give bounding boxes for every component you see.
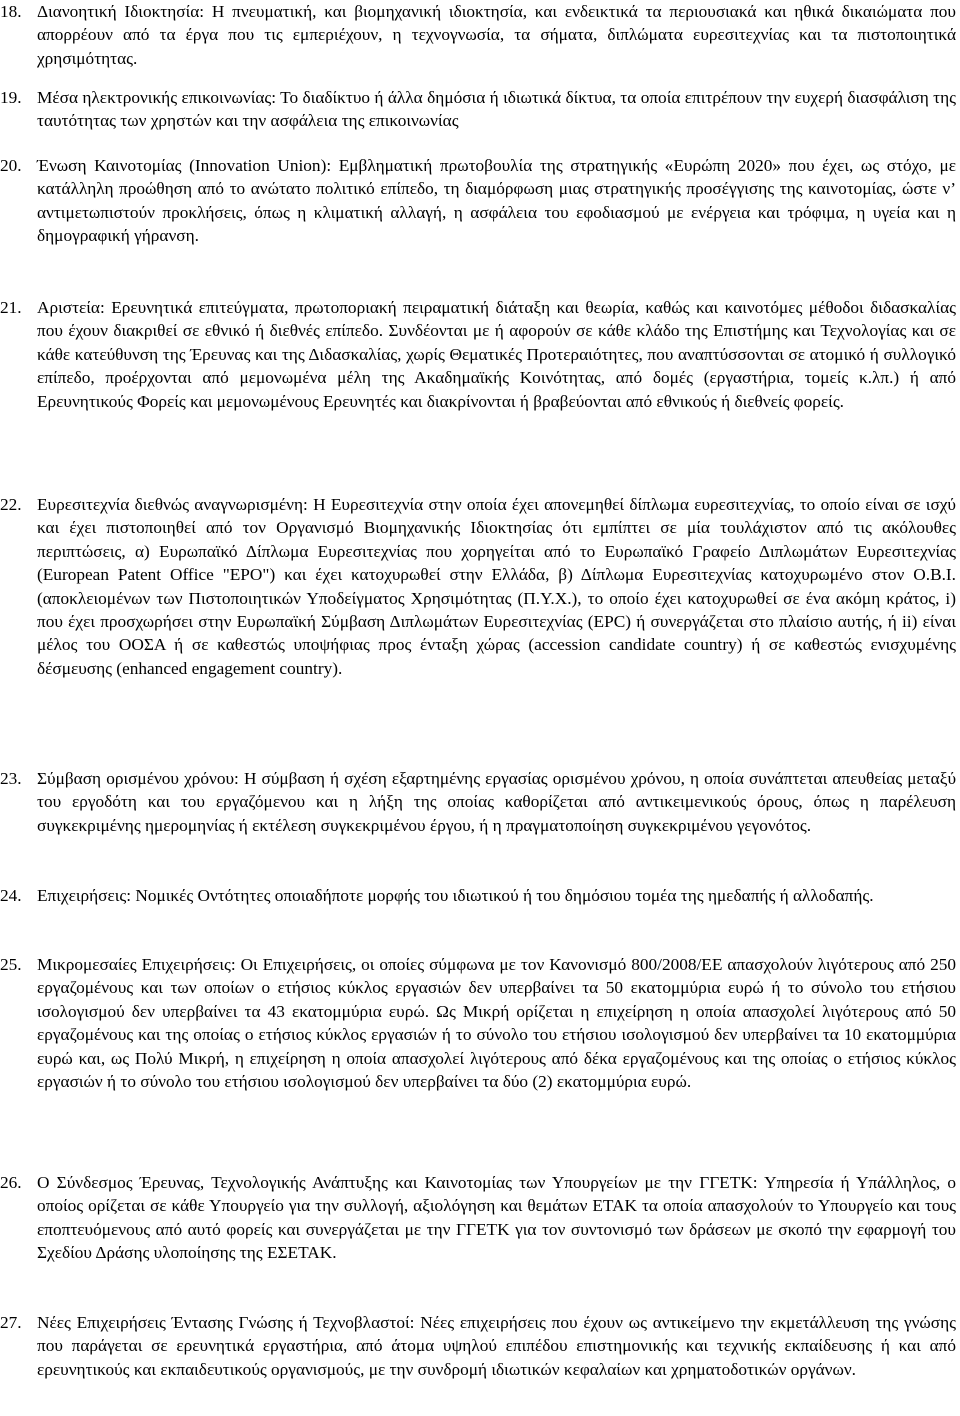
item-text: Διανοητική Ιδιοκτησία: Η πνευματική, και βιομηχανική ιδιοκτησία, και ενδεικτικά τα περιουσιακά και ηθικά δικαιώματα που απορρέουν από τα έργα που τις εμπεριέχουν, η τεχνογνωσία, τα σήματα, διπλώματα ευρεσιτεχνίας και τα πιστοποιητικά χρησιμότητας.: [37, 2, 956, 68]
item-text: Επιχειρήσεις: Νομικές Οντότητες οποιαδήποτε μορφής του ιδιωτικού ή του δημόσιου τομέα της ημεδαπής ή αλλοδαπής.: [37, 886, 874, 905]
item-text: Ευρεσιτεχνία διεθνώς αναγνωρισμένη: Η Ευρεσιτεχνία στην οποία έχει απονεμηθεί δίπλωμα ευρεσιτεχνίας, το οποίο είναι σε ισχύ και έχει πιστοποιηθεί από τον Οργανισμό Βιομηχανικής Ιδιοκτησίας ότι εμπίπτει σε μία τουλάχιστον από τις ακόλουθες περιπτώσεις, α) Ευρωπαϊκό Δίπλωμα Ευρεσιτεχνίας που χορηγείται από το Ευρωπαϊκό Γραφείο Διπλωμάτων Ευρεσιτεχνίας (European Patent Office "EPO") και έχει κατοχυρωθεί στην Ελλάδα, β) Δίπλωμα Ευρεσιτεχνίας κατοχυρωμένο στον Ο.Β.Ι. (αποκλειομένων των Πιστοποιητικών Υποδείγματος Χρησιμότητας (Π.Υ.Χ.), το οποίο έχει κατοχυρωθεί σε ένα ακόμη κράτος, i) που έχει προσχωρήσει στην Ευρωπαϊκή Σύμβαση Διπλωμάτων Ευρεσιτεχνίας (EPC) ή συνεργάζεται στο πλαίσιο αυτής, ή ii) είναι μέλος του ΟΟΣΑ ή σε καθεστώς υποψήφιας προς ένταξη χώρας (accession candidate country) ή σε καθεστώς ενισχυμένης δέσμευσης (enhanced engagement country).: [37, 495, 956, 678]
list-item-21: [0, 296, 960, 413]
list-item-24: [0, 884, 960, 907]
item-text: Μέσα ηλεκτρονικής επικοινωνίας: Το διαδίκτυο ή άλλα δημόσια ή ιδιωτικά δίκτυα, τα οποία επιτρέπουν την ευχερή διασφάλιση της ταυτότητας των χρηστών και την ασφάλεια της επικοινωνίας: [37, 88, 956, 131]
list-item-25: [0, 953, 960, 1093]
list-item-23: [0, 767, 960, 837]
item-text: Ο Σύνδεσμος Έρευνας, Τεχνολογικής Ανάπτυξης και Καινοτομίας των Υπουργείων με την ΓΓΕΤΚ: Υπηρεσία ή Υπάλληλος, ο οποίος ορίζεται σε κάθε Υπουργείο για την συλλογή, αξιολόγηση και θεμάτων ΕΤΑΚ τα οποία απασχολούν το Υπουργείο και τους εποπτευόμενους από αυτό φορείς και συνεργάζεται με την ΓΓΕΤΚ για τον συντονισμό των δράσεων με σκοπό την εφαρμογή του Σχεδίου Δράσης υλοποίησης της ΕΣΕΤΑΚ.: [37, 1173, 956, 1263]
item-text: Αριστεία: Ερευνητικά επιτεύγματα, πρωτοποριακή πειραματική διάταξη και θεωρία, καθώς και καινοτόμες μέθοδοι διδασκαλίας που έχουν διακριθεί σε εθνικό ή διεθνές επίπεδο. Συνδέονται με ή αφορούν σε κάθε κλάδο της Επιστήμης και Τεχνολογίας και σε κάθε κατεύθυνση της Έρευνας και της Διδασκαλίας, χωρίς Θεματικές Προτεραιότητες, που αναπτύσσονται σε ατομικό ή συλλογικό επίπεδο, προέρχονται από μεμονωμένα μέλη της Ακαδημαϊκής Κοινότητας, από δομές (εργαστήρια, τομείς κ.λπ.) ή από Ερευνητικούς Φορείς και μεμονωμένους Ερευνητές και διακρίνονται ή βραβεύονται από εθνικούς ή διεθνείς φορείς.: [37, 298, 956, 411]
item-text: Μικρομεσαίες Επιχειρήσεις: Οι Επιχειρήσεις, οι οποίες σύμφωνα με τον Κανονισμό 800/2008/ΕΕ απασχολούν λιγότερους από 250 εργαζομένους και των οποίων ο ετήσιος κύκλος εργασιών δεν υπερβαίνει τα 50 εκατομμύρια ευρώ ή το σύνολο του ετήσιου ισολογισμού δεν υπερβαίνει τα 43 εκατομμύρια ευρώ. Ως Μικρή ορίζεται η επιχείρηση η οποία απασχολεί λιγότερους από 50 εργαζομένους και της οποίας ο ετήσιος κύκλος εργασιών ή το σύνολο του ετήσιου ισολογισμού δεν υπερβαίνει τα 10 εκατομμύρια ευρώ και, ως Πολύ Μικρή, η επιχείρηση η οποία απασχολεί λιγότερους από δέκα εργαζομένους και της οποίας ο ετήσιος κύκλος εργασιών ή το σύνολο του ετήσιου ισολογισμού δεν υπερβαίνει τα δύο (2) εκατομμύρια ευρώ.: [37, 955, 956, 1092]
item-number: 19.: [0, 88, 22, 107]
item-number: 20.: [0, 156, 22, 175]
item-number: 21.: [0, 298, 22, 317]
item-text: Σύμβαση ορισμένου χρόνου: Η σύμβαση ή σχέση εξαρτημένης εργασίας ορισμένου χρόνου, η οποία συνάπτεται απευθείας μεταξύ του εργοδότη και του εργαζόμενου και η λήξη της οποίας καθορίζεται από αντικειμενικούς όρους, όπως η παρέλευση συγκεκριμένης ημερομηνίας ή εκτέλεση συγκεκριμένου έργου, ή η πραγματοποίηση συγκεκριμένου γεγονότος.: [37, 769, 956, 835]
list-item-20: [0, 154, 960, 248]
item-number: 27.: [0, 1313, 22, 1332]
list-item-26: [0, 1171, 960, 1265]
item-text: Νέες Επιχειρήσεις Έντασης Γνώσης ή Τεχνοβλαστοί: Νέες επιχειρήσεις που έχουν ως αντικείμενο την εκμετάλλευση της γνώσης που παράγεται σε ερευνητικά εργαστήρια, από άτομα υψηλού επιπέδου επιστημονικής και τεχνικής εκπαίδευσης ή και από ερευνητικούς και εκπαιδευτικούς οργανισμούς, με την συνδρομή ιδιωτικών κεφαλαίων και χρηματοδοτικών οργάνων.: [37, 1313, 956, 1379]
item-number: 26.: [0, 1173, 22, 1192]
item-number: 23.: [0, 769, 22, 788]
item-number: 22.: [0, 495, 22, 514]
item-text: Ένωση Καινοτομίας (Innovation Union): Εμβληματική πρωτοβουλία της στρατηγικής «Ευρώπη 2020» που έχει, ως στόχο, με κατάλληλη προώθηση από το ανώτατο πολιτικό επίπεδο, τη διαμόρφωση μιας στρατηγικής προσέγγισης της καινοτομίας, ώστε ν’ αντιμετωπιστούν προκλήσεις, όπως η κλιματική αλλαγή, η ασφάλεια του εφοδιασμού με ενέργεια και τρόφιμα, η υγεία και η δημογραφική γήρανση.: [37, 156, 956, 246]
list-item-18: [0, 0, 960, 70]
list-item-22: [0, 493, 960, 680]
list-item-27: [0, 1311, 960, 1381]
list-item-19: [0, 86, 960, 133]
item-number: 18.: [0, 2, 22, 21]
item-number: 24.: [0, 886, 22, 905]
item-number: 25.: [0, 955, 22, 974]
